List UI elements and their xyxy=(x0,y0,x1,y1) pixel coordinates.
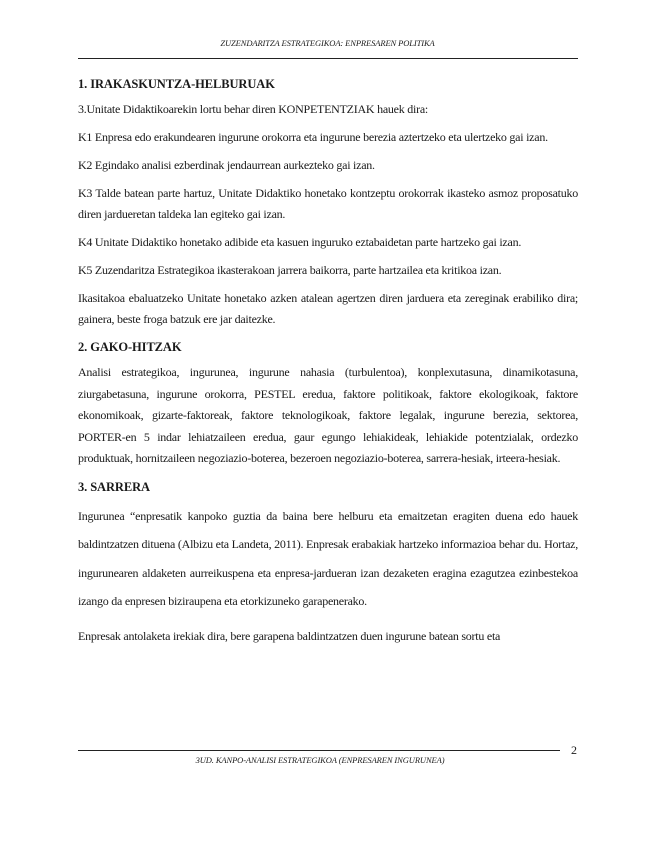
section-heading-3: 3. SARRERA xyxy=(78,479,150,494)
section-keywords xyxy=(78,337,578,470)
section-introduction xyxy=(78,477,578,651)
header-rule xyxy=(78,58,578,59)
competence-k4: K4 Unitate Didaktiko honetako adibide eta kasuen inguruko eztabaidetan parte hartzeko gai izan. xyxy=(78,235,522,249)
introduction-paragraph-2: Enpresak antolaketa irekiak dira, bere garapena baldintzatzen duen ingurune batean sortu eta xyxy=(78,628,501,643)
section-heading-2: 2. GAKO-HITZAK xyxy=(78,340,182,354)
competences-intro: 3.Unitate Didaktikoarekin lortu behar diren KONPETENTZIAK hauek dira: xyxy=(78,102,428,116)
introduction-paragraph-1: Ingurunea “enpresatik kanpoko guztia da baina bere helburu eta emaitzetan eragiten duena edo hauek baldintzatzen dituena (Albizu eta Landeta, 2011). Enpresak erabakiak hartzeko informazioa behar du. Hortaz, ingurunearen aldaketen aurreikuspena eta enpresa-jardueran izan dezaketen eragina ezagutzea ezinbestekoa izango da enpresen biziraupena eta etorkizuneko garapenerako. xyxy=(78,508,578,608)
evaluation-note: Ikasitakoa ebaluatzeko Unitate honetako azken atalean agertzen diren jarduera eta zereginak erabiliko dira; gainera, beste froga batzuk ere jar daitezke. xyxy=(78,291,578,326)
competence-k5: K5 Zuzendaritza Estrategikoa ikasterakoan jarrera baikorra, parte hartzailea eta kritikoa izan. xyxy=(78,263,502,277)
competence-k1: K1 Enpresa edo erakundearen ingurune orokorra eta ingurune berezia aztertzeko eta ulertzeko gai izan. xyxy=(78,130,548,144)
running-footer: 3UD. KANPO-ANALISI ESTRATEGIKOA (ENPRESAREN INGURUNEA) xyxy=(195,755,445,765)
footer-rule xyxy=(78,750,560,751)
competence-k3: K3 Talde batean parte hartuz, Unitate Didaktiko honetako kontzeptu orokorrak ikasteko asmoz proposatuko diren jardueretan taldeka lan egiteko gai izan. xyxy=(78,186,578,221)
page-content xyxy=(78,74,578,656)
keywords-paragraph: Analisi estrategikoa, ingurunea, ingurune nahasia (turbulentoa), konplexutasuna, dinamikotasuna, ziurgabetasuna, ingurune orokorra, PESTEL eredua, faktore politikoak, faktore ekologikoak, faktore ekonomikoak, gizarte-faktoreak, faktore teknologikoak, faktore legalak, ingurune berezia, sektorea, PORTER-en 5 indar lehiatzaileen eredua, gaur egungo lehiakideak, lehiakide potentzialak, ordezko produktuak, hornitzaileen negoziazio-boterea, bezeroen negoziazio-boterea, sarrera-hesiak, irteera-hesiak. xyxy=(78,365,578,465)
competence-k2: K2 Egindako analisi ezberdinak jendaurrean aurkezteko gai izan. xyxy=(78,158,375,172)
running-header: ZUZENDARITZA ESTRATEGIKOA: ENPRESAREN POLITIKA xyxy=(220,38,435,48)
page-number: 2 xyxy=(571,743,577,757)
section-learning-objectives xyxy=(78,74,578,330)
section-heading-1: 1. IRAKASKUNTZA-HELBURUAK xyxy=(78,77,275,91)
